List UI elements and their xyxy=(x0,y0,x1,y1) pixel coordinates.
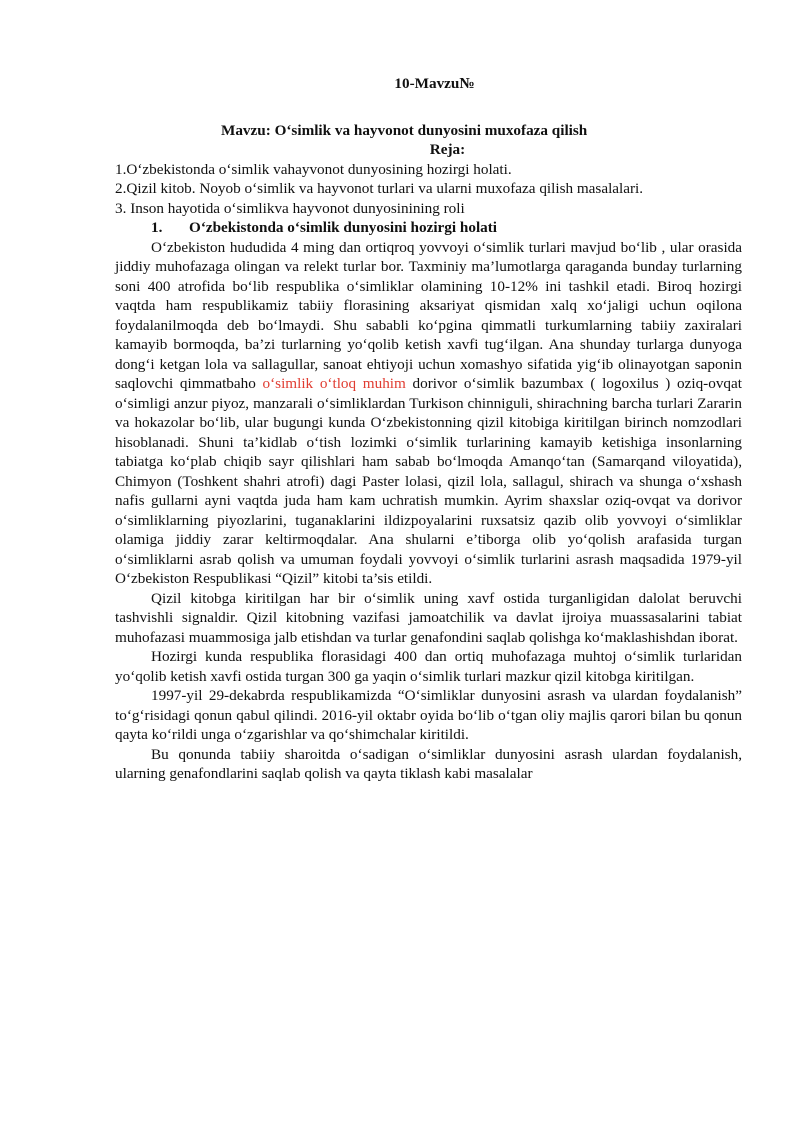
paragraph-1 xyxy=(115,238,742,589)
plan-heading: Reja: xyxy=(429,141,466,158)
document-page xyxy=(115,74,742,784)
plan-item-2: 2.Qizil kitob. Noyob o‘simlik va hayvonot turlari va ularni muxofaza qilish masalalari. xyxy=(115,180,644,197)
paragraph-1-part-a: O‘zbekiston hududida 4 ming dan ortiqroq yovvoyi o‘simlik turlari mavjud bo‘lib , ular orasida jiddiy muhofazaga olingan va relekt turlar bor. Taxminiy ma’lumotlarga qaraganda bunday turlarning soni 400 atrofida bo‘lib respublika o‘simliklar olamining 10-12% ini tashkil etadi. Biroq hozirgi vaqtda ham respublikamiz tabiiy florasining aksariyat qismidan xalq xo‘jaligi uchun oqilona foydalanilmoqda deb bo‘lmaydi. Shu sababli ko‘pgina qimmatli turkumlarning tabiiy zaxiralari kamayib bormoqda, ba’zi turlarning yo‘qolib ketish xavfi tug‘ilgan. Ana shunday turlarga dunyoga dong‘i ketgan lola va sallagullar, sanoat ehtiyoji uchun xomashyo sifatida yig‘ib olinayotgan saponin saqlovchi qimmatbaho xyxy=(115,238,742,392)
body-text xyxy=(115,238,742,784)
section-number: 1. xyxy=(151,219,163,236)
plan-list xyxy=(115,160,742,219)
paragraph-4: 1997-yil 29-dekabrda respublikamizda “O‘simliklar dunyosini asrash va ulardan foydalanish” to‘g‘risidagi qonun qabul qilindi. 2016-yil oktabr oyida bo‘lib o‘tgan oliy majlis qarori bilan bu qonun qayta ko‘rildi unga o‘zgarishlar va qo‘shimchalar kiritildi. xyxy=(115,687,742,743)
section-heading xyxy=(115,218,742,238)
paragraph-1-part-b: dorivor o‘simlik bazumbax ( logoxilus ) oziq-ovqat o‘simligi anzur piyoz, manzarali o‘simliklardan Turkison chinniguli, shirachning barcha turlari Zararin va hokazolar bo‘lib, ular bugungi kunda O‘zbekistonning qizil kitobiga kiritilgan birinch nomzodlari hisoblanadi. Shuni ta’kidlab o‘tish lozimki o‘simlik turlarining kamayib ketishiga insonlarning tabiatga ko‘plab chiqib sayr qilishlari ham sabab bo‘lmoqda Amanqo‘tan (Samarqand viloyatida), Chimyon (Toshkent shahri atrofi) dagi Paster lolasi, qizil lola, sallagul, shirach va shunga o‘xshash nafis gullarni ayni vaqtda juda ham kam uchratish mumkin. Ayrim shaxslar oziq-ovqat va dorivor o‘simliklarning piyozlarini, tuganaklarini ildizpoyalarini ruxsatsiz qazib olib yovvoyi o‘simliklar olamiga jiddiy zarar keltirmoqdalar. Ana shularni e’tiborga olib yo‘qolish arafasida turgan o‘simliklarni asrab qolish va umuman foydali yovvoyi o‘simlik turlarini asrash maqsadida 1979-yil O‘zbekiston Respublikasi “Qizil” kitobi ta’sis etildi. xyxy=(115,375,742,587)
section-title: O‘zbekistonda o‘simlik dunyosini hozirgi holati xyxy=(189,219,498,236)
paragraph-2: Qizil kitobga kiritilgan har bir o‘simlik uning xavf ostida turganligidan dalolat beruvchi tashvishli signaldir. Qizil kitobning vazifasi jamoatchilik va davlat ijroiya muassasalarini tabiat muhofazasi muammosiga jalb etishdan va turlar genafondini saqlab qolishga ko‘maklashishdan iborat. xyxy=(115,589,742,646)
paragraph-3: Hozirgi kunda respublika florasidagi 400 dan ortiq muhofazaga muhtoj o‘simlik turlaridan yo‘qolib ketish xavfi ostida turgan 300 ga yaqin o‘simlik turlari mazkur qizil kitobga kiritilgan. xyxy=(115,648,742,685)
heading-spacer xyxy=(115,94,742,121)
plan-item-1: 1.O‘zbekistonda o‘simlik vahayvonot dunyosining hozirgi holati. xyxy=(115,160,512,178)
highlighted-text: o‘simlik o‘tloq muhim xyxy=(262,375,406,392)
plan-item-3: 3. Inson hayotida o‘simlikva hayvonot dunyosinining roli xyxy=(115,199,465,217)
topic-number: 10-Mavzu№ xyxy=(394,75,475,92)
page-title: Mavzu: O‘simlik va hayvonot dunyosini muxofaza qilish xyxy=(221,121,588,139)
paragraph-5: Bu qonunda tabiiy sharoitda o‘sadigan o‘simliklar dunyosini asrash ulardan foydalanish, ularning genafondlarini saqlab qolish va qayta tiklash kabi masalalar xyxy=(115,745,742,782)
